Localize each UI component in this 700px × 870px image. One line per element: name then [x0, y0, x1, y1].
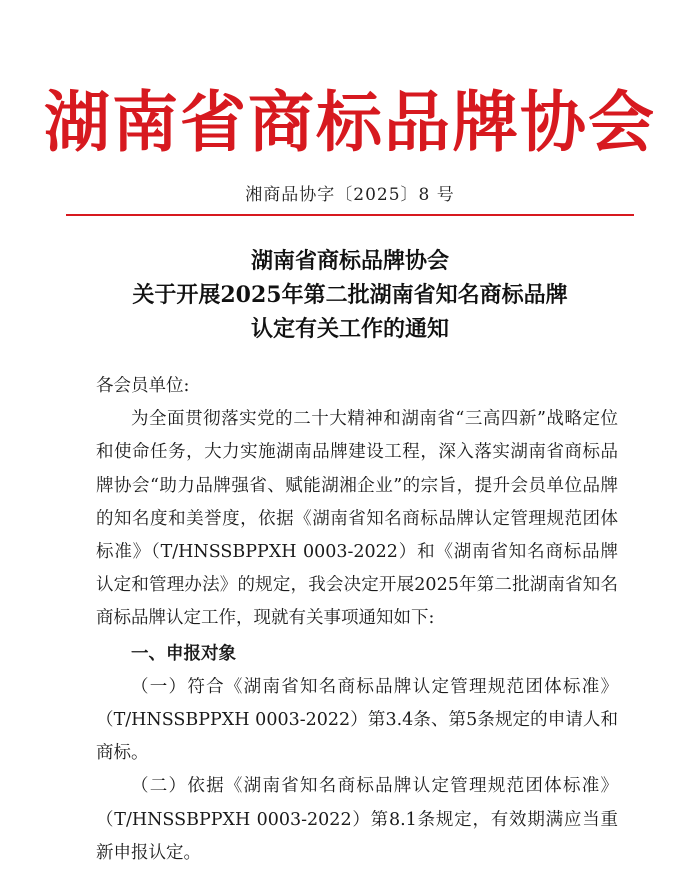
document-number: 湘商品协字〔2025〕8 号: [245, 185, 455, 205]
section-heading: 一、申报对象: [131, 643, 236, 664]
org-masthead: 湖南省商标品牌协会: [44, 83, 656, 161]
salutation: 各会员单位:: [96, 376, 190, 396]
red-divider-line: [66, 214, 634, 216]
title-line-3: 认定有关工作的通知: [250, 316, 449, 342]
title-line-1: 湖南省商标品牌协会: [250, 248, 449, 274]
document-title: [0, 244, 700, 346]
item-paragraph-2: （二）依据《湖南省知名商标品牌认定管理规范团体标准》（T/HNSSBPPXH 0003-2022）第8.1条规定，有效期满应当重新申报认定。: [96, 776, 618, 863]
document-body: [96, 370, 618, 870]
intro-paragraph: 为全面贯彻落实党的二十大精神和湖南省“三高四新”战略定位和使命任务，大力实施湖南品牌建设工程，深入落实湖南省商标品牌协会“助力品牌强省、赋能湖湘企业”的宗旨，提升会员单位品牌的知名度和美誉度，依据《湖南省知名商标品牌认定管理规范团体标准》（T/HNSSBPPXH 0003-2022）和《湖南省知名商标品牌认定和管理办法》的规定，我会决定开展2025年第二批湖南省知名商标品牌认定工作，现就有关事项通知如下:: [96, 409, 618, 629]
item-paragraph-1: （一）符合《湖南省知名商标品牌认定管理规范团体标准》（T/HNSSBPPXH 0003-2022）第3.4条、第5条规定的申请人和商标。: [96, 676, 618, 764]
title-line-2: 关于开展2025年第二批湖南省知名商标品牌: [132, 282, 568, 308]
